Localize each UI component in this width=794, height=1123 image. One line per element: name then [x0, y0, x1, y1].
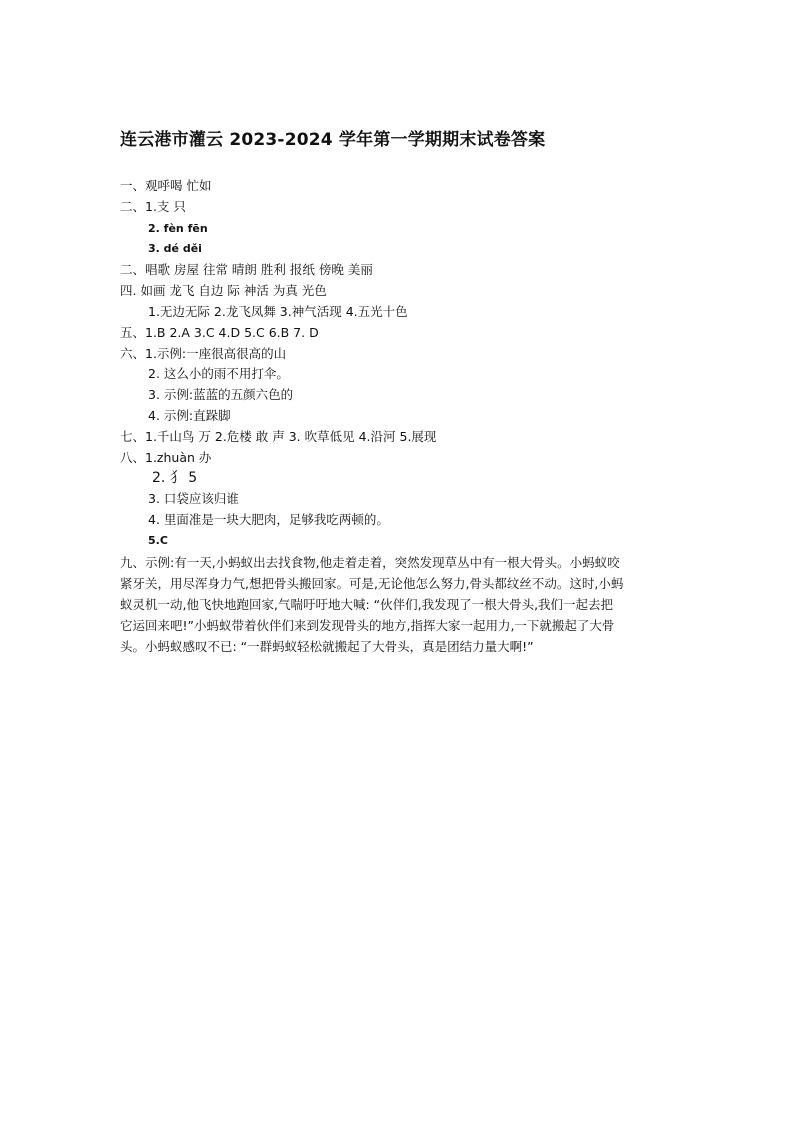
answer-line-18: 5.C	[148, 534, 168, 547]
answer-line-2: 二、1.支 只	[120, 199, 186, 214]
essay-line-5: 头。小蚂蚁感叹不已: “一群蚂蚁轻松就搬起了大骨头，真是团结力量大啊!”	[120, 639, 534, 654]
answer-line-4: 3. dé děi	[148, 242, 202, 255]
essay-line-4: 它运回来吧!”小蚂蚁带着伙伴们来到发现骨头的地方,指挥大家一起用力,一下就搬起了大骨	[120, 618, 615, 633]
answer-line-14: 八、1.zhuàn 办	[120, 450, 212, 465]
answer-line-12: 4. 示例:直跺脚	[148, 408, 231, 423]
essay-line-1: 九、示例:有一天,小蚂蚁出去找食物,他走着走着，突然发现草丛中有一根大骨头。小蚂蚁咬	[120, 555, 620, 570]
essay-line-3: 蚁灵机一动,他飞快地跑回家,气喘吁吁地大喊: “伙伴们,我发现了一根大骨头,我们一起去把	[120, 597, 614, 612]
answer-line-8: 五、1.B 2.A 3.C 4.D 5.C 6.B 7. D	[120, 325, 319, 340]
answer-line-16: 3. 口袋应该归谁	[148, 491, 239, 506]
answer-line-6: 四. 如画 龙飞 自边 际 神活 为真 光色	[120, 283, 327, 298]
essay-paragraph	[120, 552, 680, 657]
essay-line-2: 紧牙关，用尽浑身力气,想把骨头搬回家。可是,无论他怎么努力,骨头都纹丝不动。这时,小蚂	[120, 576, 624, 591]
answer-line-9: 六、1.示例:一座很高很高的山	[120, 346, 287, 361]
answer-line-7: 1.无边无际 2.龙飞凤舞 3.神气活现 4.五光十色	[148, 304, 408, 319]
answer-line-5: 二、唱歌 房屋 往常 晴朗 胜利 报纸 傍晚 美丽	[120, 262, 373, 277]
answer-line-3: 2. fèn fēn	[148, 222, 208, 235]
answer-line-13: 七、1.千山鸟 万 2.危楼 敢 声 3. 吹草低见 4.沿河 5.展现	[120, 429, 437, 444]
page-title: 连云港市灌云 2023-2024 学年第一学期期末试卷答案	[120, 130, 546, 150]
answer-line-17: 4. 里面准是一块大肥肉，足够我吃两顿的。	[148, 512, 389, 527]
answer-line-1: 一、观呼喝 忙如	[120, 178, 212, 193]
answer-line-11: 3. 示例:蓝蓝的五颜六色的	[148, 387, 294, 402]
answer-line-10: 2. 这么小的雨不用打伞。	[148, 366, 289, 381]
answer-line-15: 2. 犭 5	[152, 470, 198, 486]
